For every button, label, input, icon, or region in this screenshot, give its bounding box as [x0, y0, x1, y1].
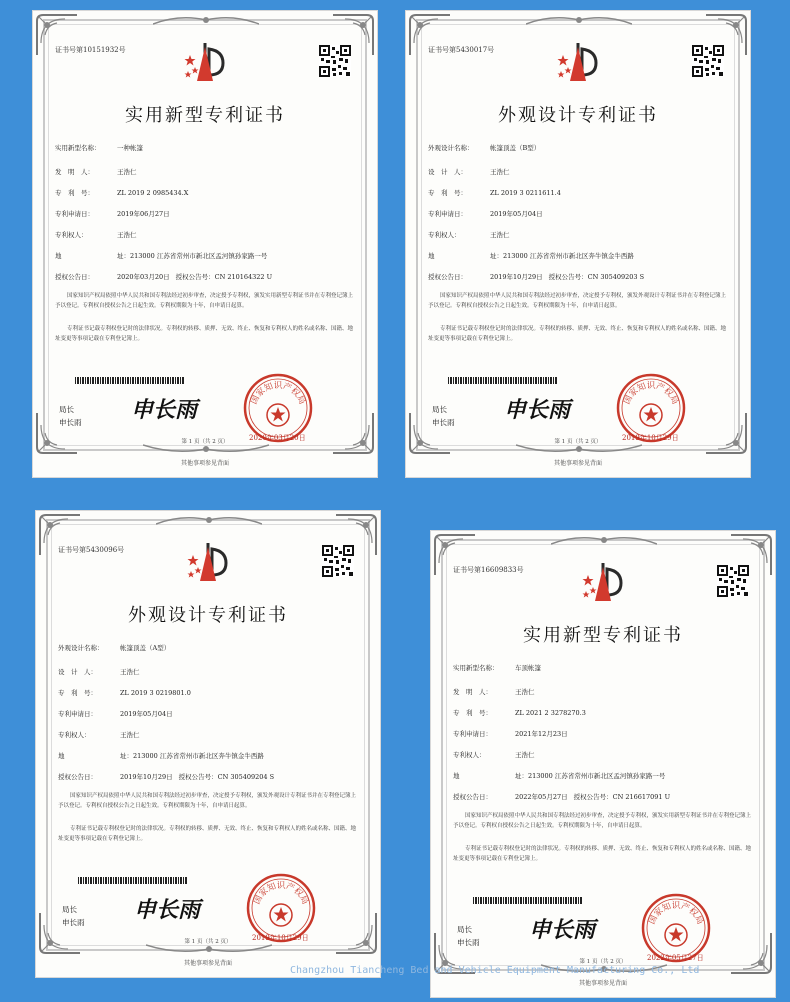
patent-number-field: 专 利 号： ZL 2019 2 0985434.X	[55, 189, 189, 197]
page-indicator: 第 1 页（共 2 页）	[184, 939, 232, 945]
cnipa-logo-icon	[556, 41, 602, 85]
cnipa-logo-icon	[186, 541, 232, 585]
certificate-number: 证书号第5430096号	[58, 546, 125, 554]
barcode	[78, 877, 188, 884]
seal-date: 2020年03月20日	[249, 434, 306, 442]
barcode	[473, 897, 583, 904]
certificate-number: 证书号第16609833号	[453, 566, 524, 574]
page-indicator: 第 1 页（共 2 页）	[181, 439, 229, 445]
certificate-title: 外观设计专利证书	[498, 105, 658, 126]
certificate-utility-model-16609833	[430, 530, 776, 998]
filing-date-field: 专利申请日： 2019年05月04日	[428, 210, 543, 218]
seal-date: 2022年05月27日	[647, 954, 704, 962]
signature: 申长雨	[134, 897, 201, 923]
grant-date-field: 授权公告日： 2019年10月29日 授权公告号：CN 305409204 S	[58, 773, 275, 781]
seal-date: 2019年10月29日	[622, 434, 679, 442]
certificate-design-5430096	[35, 510, 381, 978]
footer-note: 其他事项参见背面	[578, 980, 627, 987]
grant-statement: 国家知识产权局依照中华人民共和国专利法经过初步审查，决定授予专利权，颁发外观设计专利证书并在专利登记簿上予以登记。专利权自授权公告之日起生效。专利权期限为十年，自申请日起算。	[58, 793, 357, 809]
cnipa-logo-icon	[183, 41, 229, 85]
filing-date-field: 专利申请日： 2019年05月04日	[58, 710, 173, 718]
grant-date-field: 授权公告日： 2022年05月27日 授权公告号：CN 216617091 U	[453, 793, 671, 801]
svg-text:国家知识产权局: 国家知识产权局	[249, 381, 307, 407]
company-watermark: Changzhou Tiancheng Bed and Vehicle Equipment Manufacturing Co., Ltd	[290, 965, 700, 976]
director-name: 申长雨	[432, 418, 455, 427]
barcode	[448, 377, 558, 384]
corner-ornament-icon	[334, 911, 378, 955]
address-field: 地 址：213000 江苏省常州市新北区奔牛镇金牛西路	[428, 252, 634, 260]
patent-number-field: 专 利 号： ZL 2019 3 0211611.4	[428, 189, 561, 197]
page-indicator: 第 1 页（共 2 页）	[579, 959, 627, 965]
page-indicator: 第 1 页（共 2 页）	[554, 439, 602, 445]
director-label: 局长	[62, 905, 77, 914]
top-ornament-icon	[526, 14, 632, 26]
certificate-number: 证书号第10151932号	[55, 46, 126, 54]
grant-date-field: 授权公告日： 2020年03月20日 授权公告号：CN 210164322 U	[55, 273, 273, 281]
grant-date-field: 授权公告日： 2019年10月29日 授权公告号：CN 305409203 S	[428, 273, 645, 281]
certificate-design-5430017	[405, 10, 751, 478]
legal-statement: 专利证书记载专利权登记时的法律状况。专利权的转移、质押、无效、终止、恢复和专利权人的姓名或名称、国籍、地址变更等事项记载在专利登记簿上。	[428, 326, 727, 342]
filing-date-field: 专利申请日： 2021年12月23日	[453, 730, 568, 738]
svg-text:国家知识产权局: 国家知识产权局	[252, 881, 310, 907]
patentee-field: 专利权人： 王浩仁	[58, 731, 140, 739]
signature: 申长雨	[131, 397, 198, 423]
director-label: 局长	[432, 405, 447, 414]
inventor-field: 设 计 人： 王浩仁	[58, 668, 140, 676]
qr-code-icon	[717, 565, 749, 597]
director-name: 申长雨	[457, 938, 480, 947]
qr-code-icon	[692, 45, 724, 77]
footer-note: 其他事项参见背面	[180, 460, 229, 467]
inventor-field: 发 明 人： 王浩仁	[55, 168, 137, 176]
certificate-utility-model-10151932	[32, 10, 378, 478]
patentee-field: 专利权人： 王浩仁	[453, 751, 535, 759]
grant-statement: 国家知识产权局依照中华人民共和国专利法经过初步审查，决定授予专利权，颁发实用新型专利证书并在专利登记簿上予以登记。专利权自授权公告之日起生效。专利权期限为十年，自申请日起算。	[453, 813, 752, 829]
patent-name-field: 实用新型名称： 一种帐篷	[55, 144, 143, 152]
footer-note: 其他事项参见背面	[553, 460, 602, 467]
director-name: 申长雨	[59, 418, 82, 427]
signature: 申长雨	[504, 397, 571, 423]
patent-name-field: 实用新型名称： 车顶帐篷	[453, 664, 541, 672]
address-field: 地 址：213000 江苏省常州市新北区奔牛镇金牛西路	[58, 752, 264, 760]
patent-name-field: 外观设计名称： 帐篷顶盖（B型）	[428, 144, 541, 152]
director-label: 局长	[59, 405, 74, 414]
certificate-title: 实用新型专利证书	[523, 625, 683, 646]
grant-statement: 国家知识产权局依照中华人民共和国专利法经过初步审查，决定授予专利权，颁发实用新型专利证书并在专利登记簿上予以登记。专利权自授权公告之日起生效。专利权期限为十年，自申请日起算。	[55, 293, 354, 309]
barcode	[75, 377, 185, 384]
top-ornament-icon	[153, 14, 259, 26]
inventor-field: 设 计 人： 王浩仁	[428, 168, 510, 176]
seal-date: 2019年10月29日	[252, 934, 309, 942]
director-label: 局长	[457, 925, 472, 934]
patentee-field: 专利权人： 王浩仁	[428, 231, 510, 239]
inventor-field: 发 明 人： 王浩仁	[453, 688, 535, 696]
grant-statement: 国家知识产权局依照中华人民共和国专利法经过初步审查，决定授予专利权，颁发外观设计专利证书并在专利登记簿上予以登记。专利权自授权公告之日起生效。专利权期限为十年，自申请日起算。	[428, 293, 727, 309]
filing-date-field: 专利申请日： 2019年06月27日	[55, 210, 170, 218]
corner-ornament-icon	[729, 931, 773, 975]
address-field: 地 址：213000 江苏省常州市新北区孟河镇孙家路一号	[453, 772, 666, 780]
patent-name-field: 外观设计名称： 帐篷顶盖（A型）	[58, 644, 171, 652]
patent-number-field: 专 利 号： ZL 2021 2 3278270.3	[453, 709, 586, 717]
address-field: 地 址：213000 江苏省常州市新北区孟河镇孙家路一号	[55, 252, 268, 260]
legal-statement: 专利证书记载专利权登记时的法律状况。专利权的转移、质押、无效、终止、恢复和专利权人的姓名或名称、国籍、地址变更等事项记载在专利登记簿上。	[453, 846, 752, 862]
patent-number-field: 专 利 号： ZL 2019 3 0219801.0	[58, 689, 191, 697]
director-name: 申长雨	[62, 918, 85, 927]
legal-statement: 专利证书记载专利权登记时的法律状况。专利权的转移、质押、无效、终止、恢复和专利权人的姓名或名称、国籍、地址变更等事项记载在专利登记簿上。	[58, 826, 357, 842]
corner-ornament-icon	[331, 411, 375, 455]
qr-code-icon	[322, 545, 354, 577]
corner-ornament-icon	[704, 411, 748, 455]
certificate-number: 证书号第5430017号	[428, 46, 495, 54]
signature: 申长雨	[529, 917, 596, 943]
svg-text:国家知识产权局: 国家知识产权局	[647, 901, 705, 927]
qr-code-icon	[319, 45, 351, 77]
cnipa-logo-icon	[581, 561, 627, 605]
legal-statement: 专利证书记载专利权登记时的法律状况。专利权的转移、质押、无效、终止、恢复和专利权人的姓名或名称、国籍、地址变更等事项记载在专利登记簿上。	[55, 326, 354, 342]
certificate-title: 实用新型专利证书	[125, 105, 285, 126]
certificate-title: 外观设计专利证书	[128, 605, 288, 626]
top-ornament-icon	[551, 534, 657, 546]
svg-text:国家知识产权局: 国家知识产权局	[622, 381, 680, 407]
patentee-field: 专利权人： 王浩仁	[55, 231, 137, 239]
footer-note: 其他事项参见背面	[183, 960, 232, 967]
top-ornament-icon	[156, 514, 262, 526]
